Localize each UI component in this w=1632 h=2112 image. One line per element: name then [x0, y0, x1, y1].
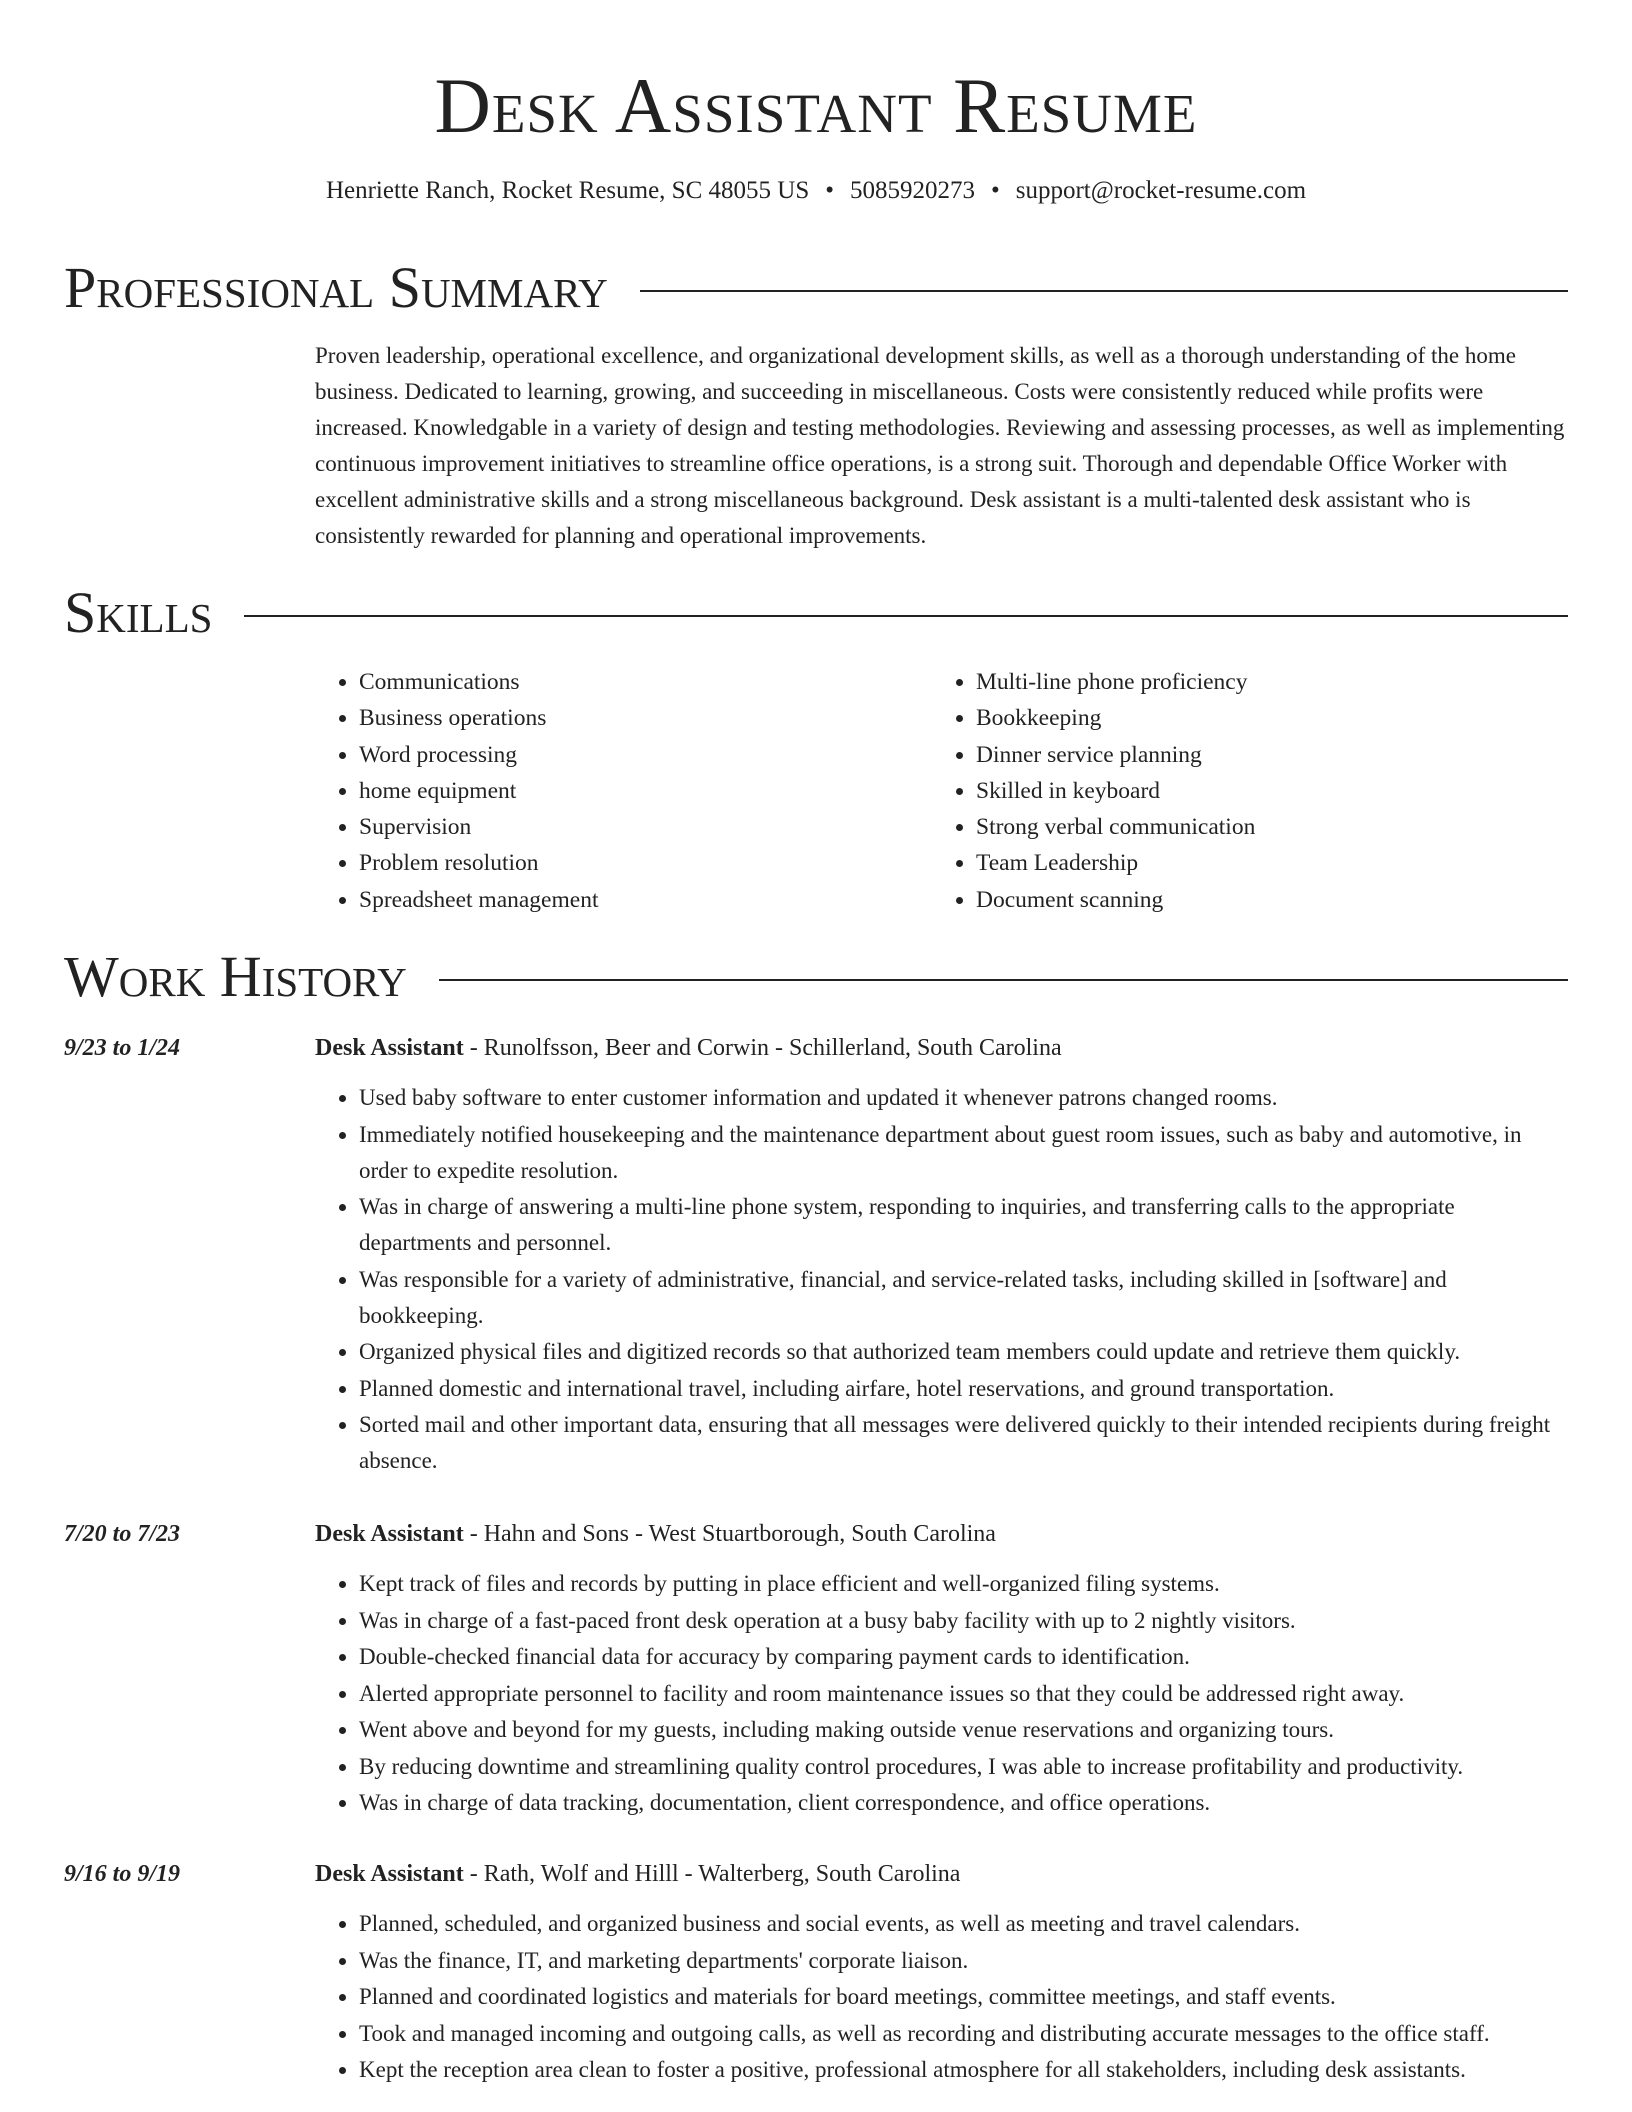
job-duty: • Organized physical files and digitized records so that authorized team members could update and retrieve them quickly. [359, 1334, 1568, 1370]
job-duty: • Was responsible for a variety of administrative, financial, and service-related tasks, including skilled in [software] and bookkeeping. [359, 1262, 1568, 1334]
contact-email: support@rocket-resume.com [1015, 177, 1307, 204]
summary-text: Proven leadership, operational excellence, and organizational development skills, as well as a thorough understanding of the home business. Dedicated to learning, growing, and succeeding in miscellaneous. Costs were consistently reduced while profits were increased. Knowledgable in a variety of design and testing methodologies. Reviewing and assessing processes, as well as implementing continuous improvement initiatives to streamline office operations, is a strong suit. Thorough and dependable Office Worker with excellent administrative skills and a strong miscellaneous background. Desk assistant is a multi-talented desk assistant who is consistently rewarded for planning and operational improvements. [315, 343, 1565, 548]
job-duty: • Kept the reception area clean to foster a positive, professional atmosphere for all stakeholders, including desk assistants. [359, 2052, 1568, 2088]
skill-item: • Spreadsheet management [359, 882, 598, 918]
contact-separator: • [990, 177, 1000, 204]
resume-title: Desk Assistant Resume [434, 62, 1198, 149]
job-duties-list [315, 1080, 1568, 1480]
skill-item: • Strong verbal communication [976, 809, 1255, 845]
job-role: Desk Assistant [315, 1521, 464, 1547]
job-duty: • Planned and coordinated logistics and materials for board meetings, committee meetings, and staff events. [359, 1979, 1568, 2015]
skill-item: • Dinner service planning [976, 737, 1255, 773]
skill-item: • Team Leadership [976, 845, 1255, 881]
summary-section-header [64, 256, 1568, 320]
skills-list-left [315, 664, 598, 918]
skill-item: • Communications [359, 664, 598, 700]
skill-item: • Business operations [359, 700, 598, 736]
skill-item: • Multi-line phone proficiency [976, 664, 1255, 700]
job-duty: • Was in charge of a fast-paced front desk operation at a busy baby facility with up to 2 nightly visitors. [359, 1603, 1568, 1639]
job-title-line [315, 1856, 960, 1892]
job-employer: - Rath, Wolf and Hilll - Walterberg, South Carolina [463, 1861, 961, 1887]
skills-heading: Skills [64, 580, 213, 645]
work-heading: Work History [64, 944, 407, 1009]
job-title-line [315, 1516, 996, 1552]
job-duty: • Immediately notified housekeeping and the maintenance department about guest room issues, such as baby and automotive, in order to expedite resolution. [359, 1117, 1568, 1189]
skill-item: • Supervision [359, 809, 598, 845]
contact-line [64, 174, 1568, 208]
section-divider [439, 979, 1568, 981]
contact-separator: • [825, 177, 834, 204]
job-duty: • Took and managed incoming and outgoing calls, as well as recording and distributing accurate messages to the office staff. [359, 2016, 1568, 2052]
job-duty: • Was the finance, IT, and marketing departments' corporate liaison. [359, 1943, 1568, 1979]
section-divider [244, 615, 1568, 617]
job-duty: • Planned domestic and international travel, including airfare, hotel reservations, and ground transportation. [359, 1371, 1568, 1407]
job-duty: • Was in charge of data tracking, documentation, client correspondence, and office operations. [359, 1785, 1568, 1821]
job-duty: • Kept track of files and records by putting in place efficient and well-organized filing systems. [359, 1566, 1568, 1602]
job-role: Desk Assistant [315, 1861, 464, 1887]
skill-item: • Skilled in keyboard [976, 773, 1255, 809]
skill-item: • Word processing [359, 737, 598, 773]
skill-item: • Document scanning [976, 882, 1255, 918]
skill-item: • Problem resolution [359, 845, 598, 881]
job-duties-list [315, 1566, 1568, 1822]
contact-phone: 5085920273 [849, 177, 975, 204]
job-role: Desk Assistant [315, 1035, 464, 1061]
skill-item: • Bookkeeping [976, 700, 1255, 736]
job-duty: • Was in charge of answering a multi-line phone system, responding to inquiries, and transferring calls to the appropriate departments and personnel. [359, 1189, 1568, 1261]
job-duties-list [315, 1906, 1568, 2089]
job-dates: 9/16 to 9/19 [64, 1861, 181, 1887]
job-duty: • Alerted appropriate personnel to facility and room maintenance issues so that they could be addressed right away. [359, 1676, 1568, 1712]
summary-heading: Professional Summary [64, 255, 608, 320]
skills-section-header [64, 581, 1568, 645]
job-dates: 9/23 to 1/24 [64, 1035, 181, 1061]
job-employer: - Hahn and Sons - West Stuartborough, South Carolina [463, 1521, 996, 1547]
job-duty: • Sorted mail and other important data, ensuring that all messages were delivered quickly to their intended recipients during freight absence. [359, 1407, 1568, 1479]
job-duty: • Went above and beyond for my guests, including making outside venue reservations and organizing tours. [359, 1712, 1568, 1748]
job-duty: • Planned, scheduled, and organized business and social events, as well as meeting and travel calendars. [359, 1906, 1568, 1942]
job-dates: 7/20 to 7/23 [64, 1521, 181, 1547]
skills-list-right [932, 664, 1255, 918]
work-section-header [64, 945, 1568, 1009]
job-duty: • Double-checked financial data for accuracy by comparing payment cards to identification. [359, 1639, 1568, 1675]
job-duty: • By reducing downtime and streamlining quality control procedures, I was able to increase profitability and productivity. [359, 1749, 1568, 1785]
job-employer: - Runolfsson, Beer and Corwin - Schillerland, South Carolina [463, 1035, 1062, 1061]
contact-address: Henriette Ranch, Rocket Resume, SC 48055 US [325, 177, 810, 204]
skill-item: • home equipment [359, 773, 598, 809]
job-title-line [315, 1030, 1062, 1066]
section-divider [640, 290, 1568, 292]
job-duty: • Used baby software to enter customer information and updated it whenever patrons changed rooms. [359, 1080, 1568, 1116]
